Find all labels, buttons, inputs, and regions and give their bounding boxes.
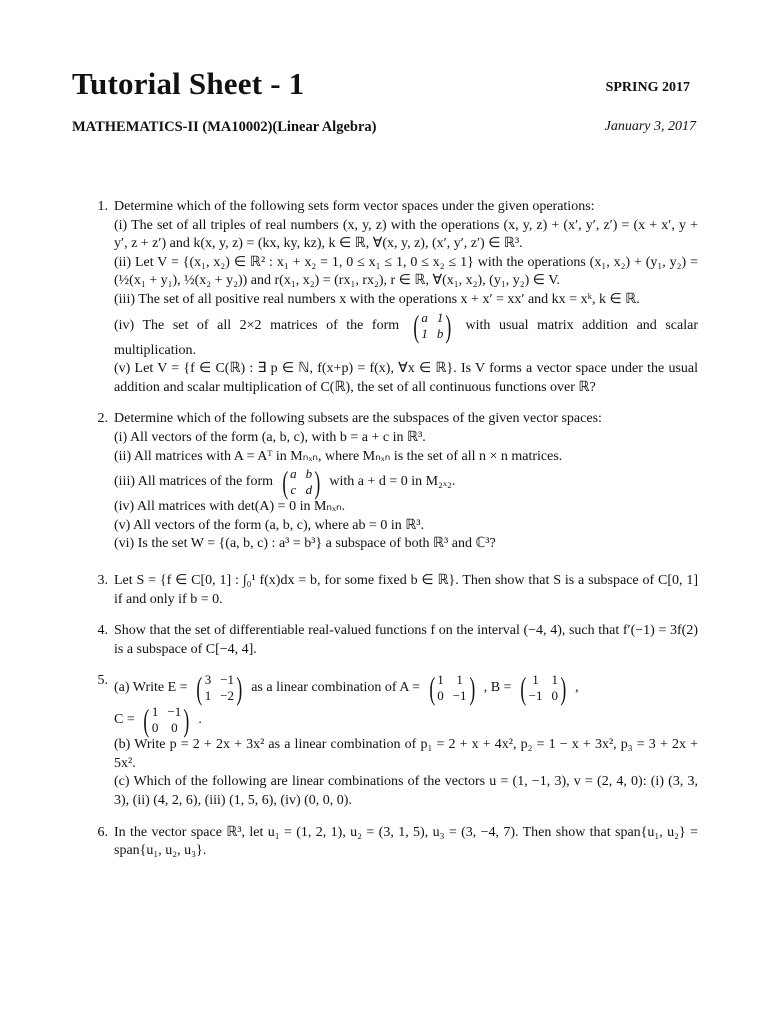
right-paren: ) bbox=[236, 670, 243, 707]
problem-line: (b) Write p = 2 + 2x + 3x² as a linear combination of p₁ = 2 + x + 4x², p₂ = 1 − x + 3x², p₃ = 3 + 2x + 5x². bbox=[114, 737, 698, 771]
problem-line: (v) All vectors of the form (a, b, c), where ab = 0 in ℝ³. bbox=[114, 517, 425, 533]
problem-line-iii bbox=[114, 464, 698, 501]
problem-line: Determine which of the following subsets are the subspaces of the given vector spaces: bbox=[114, 411, 602, 427]
matrix-entry: 0 bbox=[171, 720, 178, 736]
matrix-B bbox=[518, 670, 569, 707]
problem-body bbox=[114, 672, 698, 810]
term-label: SPRING 2017 bbox=[605, 80, 690, 95]
problem-number: 5. bbox=[97, 673, 108, 689]
right-paren: ) bbox=[468, 670, 475, 707]
problem-line-a-cont bbox=[114, 702, 698, 739]
text-fragment: . bbox=[198, 712, 202, 728]
matrix-entry: 0 bbox=[151, 720, 159, 736]
problem-4 bbox=[86, 622, 698, 659]
matrix-entry: −1 bbox=[220, 672, 235, 688]
left-paren: ( bbox=[520, 670, 527, 707]
right-paren: ) bbox=[314, 464, 321, 501]
text-fragment: , B = bbox=[483, 680, 512, 696]
problem-number: 1. bbox=[97, 199, 108, 214]
problem-line: (vi) Is the set W = {(a, b, c) : a³ = b³} a subspace of both ℝ³ and ℂ³? bbox=[114, 536, 496, 552]
matrix-entries bbox=[205, 672, 234, 704]
problem-number: 6. bbox=[97, 824, 108, 840]
iv-text-after: with usual matrix addition and scalar multiplication. bbox=[114, 317, 698, 358]
course-label: MATHEMATICS-II (MA10002)(Linear Algebra) bbox=[72, 119, 377, 135]
problem-3 bbox=[86, 572, 698, 609]
problem-line: (v) Let V = {f ∈ C(ℝ) : ∃ p ∈ ℕ, f(x+p) = f(x), ∀x ∈ ℝ}. Is V forms a vector space under the usual addition and scalar multiplication of C(ℝ), the set of all continuous functions over ℝ? bbox=[114, 361, 698, 395]
matrix-entries bbox=[529, 672, 558, 704]
iv-text-before: (iv) The set of all 2×2 matrices of the form bbox=[114, 317, 400, 333]
problem-line: Determine which of the following sets form vector spaces under the given operations: bbox=[114, 199, 595, 214]
matrix-entry: 0 bbox=[437, 688, 444, 704]
matrix-entry: −1 bbox=[452, 688, 467, 704]
matrix-entry: 3 bbox=[204, 672, 212, 688]
problem-number: 3. bbox=[97, 572, 108, 588]
matrix-entry: d bbox=[305, 482, 313, 498]
left-paren: ( bbox=[428, 670, 435, 707]
matrix-entry: c bbox=[290, 482, 297, 498]
problem-number: 2. bbox=[97, 411, 108, 427]
matrix-entry: −2 bbox=[220, 688, 235, 704]
matrix-C bbox=[141, 702, 192, 739]
problem-line-a bbox=[114, 670, 698, 707]
matrix-entries bbox=[290, 466, 312, 498]
problem-line: (ii) All matrices with A = Aᵀ in Mₙₓₙ, where Mₙₓₙ is the set of all n × n matrices. bbox=[114, 448, 563, 464]
matrix-entry: 1 bbox=[151, 704, 159, 720]
problem-line: (iv) All matrices with det(A) = 0 in Mₙₓₙ. bbox=[114, 499, 346, 515]
problem-body: Show that the set of differentiable real-valued functions f on the interval (−4, 4), such that f′(−1) = 3f(2) is a subspace of C[−4, 4]. bbox=[114, 623, 698, 657]
right-paren: ) bbox=[445, 307, 452, 344]
matrix-entry: 0 bbox=[551, 688, 558, 704]
iii-text-before: (iii) All matrices of the form bbox=[114, 474, 274, 490]
problem-line-iv bbox=[114, 307, 698, 361]
problem-line: (c) Which of the following are linear combinations of the vectors u = (1, −1, 3), v = (2, 4, 0): (i) (3, 3, 3), (ii) (4, 2, 6), (iii) (1, 5, 6), (iv) (0, 0, 0). bbox=[114, 774, 698, 809]
problem-body bbox=[114, 410, 698, 554]
matrix-entry: b bbox=[305, 466, 313, 482]
right-paren: ) bbox=[560, 670, 567, 707]
problem-line: (i) All vectors of the form (a, b, c), with b = a + c in ℝ³. bbox=[114, 429, 426, 445]
matrix-entry: 1 bbox=[204, 688, 212, 704]
problem-6 bbox=[86, 824, 698, 861]
matrix-entry: a bbox=[290, 466, 297, 482]
problem-line: (ii) Let V = {(x₁, x₂) ∈ ℝ² : x₁ + x₂ = 1, 0 ≤ x₁ ≤ 1, 0 ≤ x₂ ≤ 1} with the operations (x₁, x₂) + (y₁, y₂) = (½(x₁ + y₁), ½(x₂ + y₂)) and r(x₁, x₂) = (rx₁, rx₂), r ∈ ℝ, ∀(x₁, x₂), (y₁, y₂) ∈ V. bbox=[114, 254, 698, 289]
text-fragment: C = bbox=[114, 712, 135, 728]
left-paren: ( bbox=[196, 670, 203, 707]
matrix bbox=[411, 307, 454, 344]
problem-5 bbox=[86, 672, 698, 810]
text-fragment: , bbox=[575, 680, 579, 696]
matrix-entry: 1 bbox=[551, 672, 558, 688]
matrix-E bbox=[194, 670, 245, 707]
matrix-entry: −1 bbox=[528, 688, 543, 704]
right-paren: ) bbox=[183, 702, 190, 739]
matrix-entries bbox=[437, 672, 466, 704]
matrix bbox=[280, 464, 323, 501]
matrix-entries bbox=[152, 704, 181, 736]
text-fragment: as a linear combination of A = bbox=[251, 680, 421, 696]
matrix-entries bbox=[421, 310, 443, 342]
matrix-entry: −1 bbox=[167, 704, 182, 720]
left-paren: ( bbox=[413, 307, 419, 344]
matrix-A bbox=[427, 670, 478, 707]
problem-line: (iii) The set of all positive real numbers x with the operations x + x′ = xx′ and kx = xᵏ, k ∈ ℝ. bbox=[114, 291, 640, 307]
problem-body: Let S = {f ∈ C[0, 1] : ∫₀¹ f(x)dx = b, for some fixed b ∈ ℝ}. Then show that S is a subspace of C[0, 1] if and only if b = 0. bbox=[114, 572, 698, 607]
matrix-entry: 1 bbox=[436, 309, 444, 325]
problem-list bbox=[86, 198, 698, 874]
matrix-entry: 1 bbox=[532, 672, 539, 688]
matrix-entry: a bbox=[421, 309, 428, 325]
problem-1 bbox=[86, 198, 698, 397]
problem-line: (i) The set of all triples of real numbers (x, y, z) with the operations (x, y, z) + (x′, y′, z′) = (x + x′, y + y′, z + z′) and k(x, y, z) = (kx, ky, kz), k ∈ ℝ, ∀(x, y, z), (x′, y′, z′) ∈ ℝ³. bbox=[114, 217, 698, 252]
left-paren: ( bbox=[143, 702, 150, 739]
problem-body bbox=[114, 198, 698, 397]
problem-number: 4. bbox=[97, 623, 108, 639]
sheet-title: Tutorial Sheet - 1 bbox=[72, 66, 305, 101]
matrix-entry: 1 bbox=[421, 325, 428, 341]
matrix-entry: 1 bbox=[437, 672, 444, 688]
matrix-entry: 1 bbox=[456, 672, 463, 688]
date-label: January 3, 2017 bbox=[604, 119, 696, 134]
problem-body: In the vector space ℝ³, let u₁ = (1, 2, 1), u₂ = (3, 1, 5), u₃ = (3, −4, 7). Then show that span{u₁, u₂} = span{u₁, u₂, u₃}. bbox=[114, 824, 698, 859]
matrix-entry: b bbox=[436, 325, 444, 341]
iii-text-after: with a + d = 0 in M₂ₓ₂. bbox=[329, 474, 456, 490]
text-fragment: (a) Write E = bbox=[114, 680, 188, 696]
left-paren: ( bbox=[281, 464, 288, 501]
problem-2 bbox=[86, 410, 698, 554]
